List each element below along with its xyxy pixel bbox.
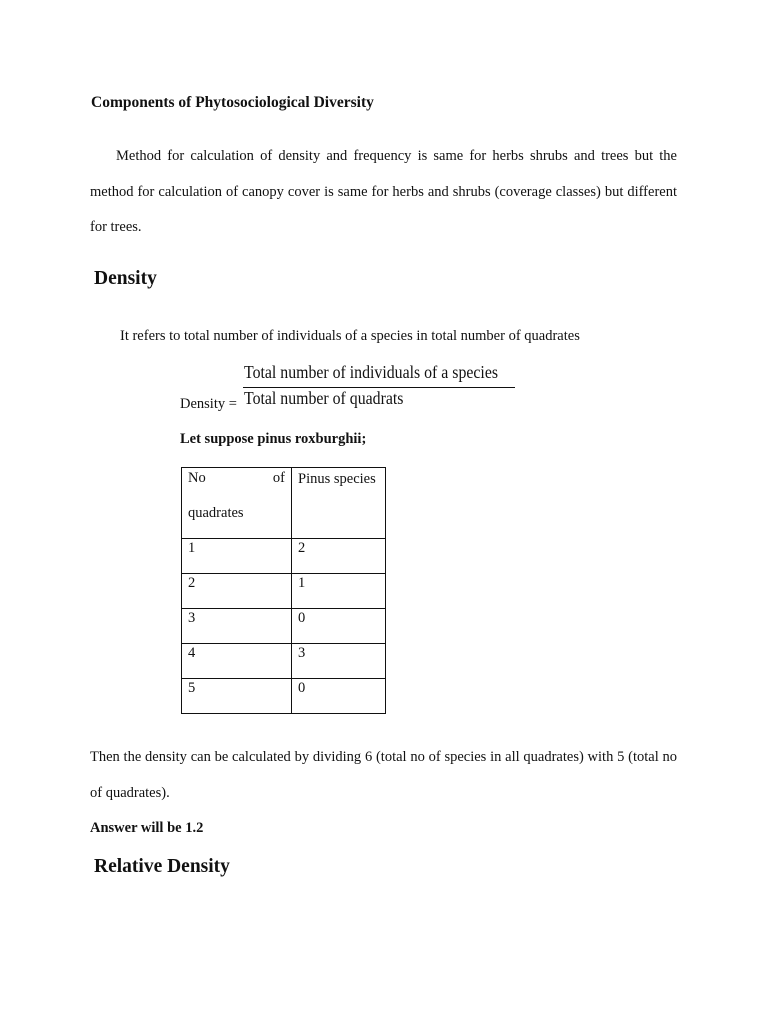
intro-paragraph-text: Method for calculation of density and frequency is same for herbs shrubs and trees but the method for calculation of canopy cover is same for herbs and shrubs (coverage classes) but different for trees. bbox=[90, 148, 677, 235]
answer-text: Answer will be 1.2 bbox=[90, 820, 204, 836]
density-heading: Density bbox=[94, 268, 157, 289]
header-word-quadrates: quadrates bbox=[188, 505, 244, 521]
density-definition: It refers to total number of individuals of a species in total number of quadrates bbox=[120, 328, 580, 344]
header-species-label: Pinus species bbox=[298, 471, 376, 487]
table-cell-quadrat: 1 bbox=[182, 539, 292, 574]
example-heading: Let suppose pinus roxburghii; bbox=[180, 431, 367, 447]
table-row bbox=[182, 644, 386, 679]
relative-density-heading: Relative Density bbox=[94, 856, 230, 877]
formula-numerator: Total number of individuals of a species bbox=[244, 362, 499, 382]
quadrat-table bbox=[181, 467, 386, 714]
header-word-no: No bbox=[188, 470, 206, 486]
table-header-cell-quadrates bbox=[182, 468, 292, 539]
table-cell-count: 0 bbox=[292, 609, 386, 644]
table-row bbox=[182, 574, 386, 609]
table-row bbox=[182, 539, 386, 574]
table-cell-quadrat: 3 bbox=[182, 609, 292, 644]
intro-paragraph bbox=[90, 139, 677, 246]
table-cell-count: 2 bbox=[292, 539, 386, 574]
table-cell-quadrat: 5 bbox=[182, 679, 292, 714]
table-row bbox=[182, 609, 386, 644]
formula-denominator: Total number of quadrats bbox=[244, 388, 404, 408]
section-heading-components: Components of Phytosociological Diversity bbox=[91, 94, 374, 111]
table-cell-quadrat: 4 bbox=[182, 644, 292, 679]
table-cell-count: 1 bbox=[292, 574, 386, 609]
table-cell-count: 0 bbox=[292, 679, 386, 714]
formula-label: Density = bbox=[180, 396, 237, 412]
table-header-cell-species bbox=[292, 468, 386, 539]
table-cell-count: 3 bbox=[292, 644, 386, 679]
table-cell-quadrat: 2 bbox=[182, 574, 292, 609]
calculation-paragraph: Then the density can be calculated by dividing 6 (total no of species in all quadrates) with 5 (total no of quadrates). bbox=[90, 749, 677, 801]
header-word-of: of bbox=[272, 470, 285, 486]
table-header-row bbox=[182, 468, 386, 539]
table-row bbox=[182, 679, 386, 714]
